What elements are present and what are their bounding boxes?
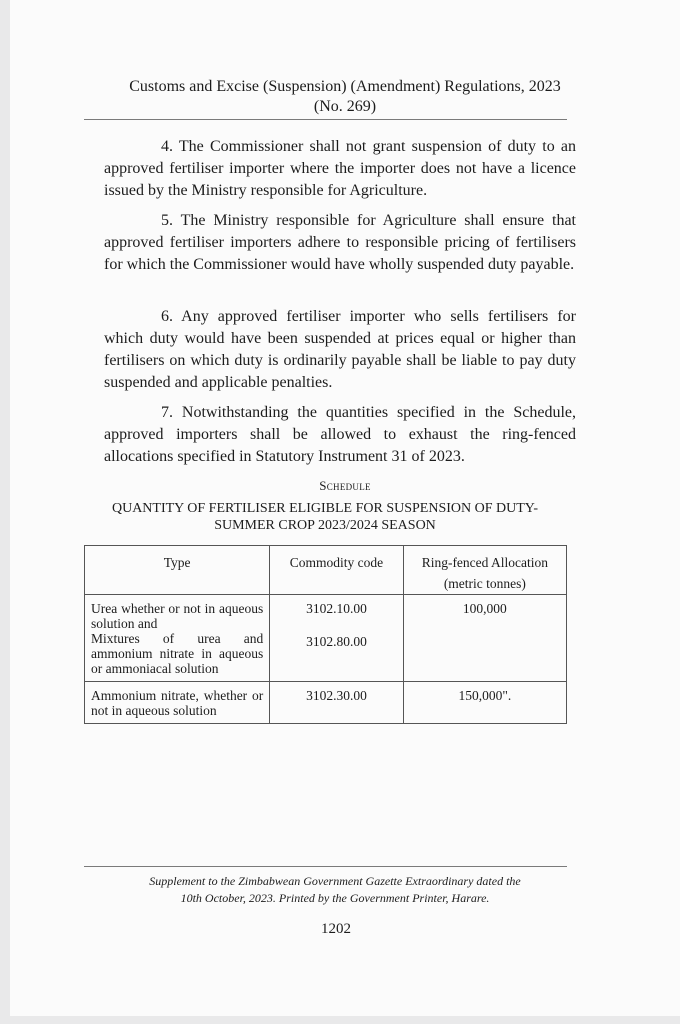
table-header-row xyxy=(85,546,567,595)
gazette-footer xyxy=(10,873,660,907)
column-header-commodity-code: Commodity code xyxy=(270,546,404,595)
schedule-title-line2: SUMMER CROP 2023/2024 SEASON xyxy=(214,518,436,533)
schedule-title xyxy=(10,500,640,534)
type-cell xyxy=(85,595,270,682)
section-5-text: 5. The Ministry responsible for Agriculture shall ensure that approved fertiliser importers adhere to responsible pricing of fertilisers for which the Commissioner would have wholly suspended duty payable. xyxy=(104,212,576,273)
section-4-text: 4. The Commissioner shall not grant suspension of duty to an approved fertiliser importer where the importer does not have a licence issued by the Ministry responsible for Agriculture. xyxy=(104,138,576,199)
commodity-code-cell xyxy=(270,595,404,682)
commodity-code-cell: 3102.30.00 xyxy=(270,682,404,724)
schedule-title-line1: QUANTITY OF FERTILISER ELIGIBLE FOR SUSPENSION OF DUTY- xyxy=(111,501,539,516)
running-header-title: Customs and Excise (Suspension) (Amendment) Regulations, 2023 xyxy=(129,78,561,95)
section-7 xyxy=(104,402,576,468)
allocation-header-line2: (metric tonnes) xyxy=(443,576,526,591)
footer-rule xyxy=(84,866,567,867)
section-6-text: 6. Any approved fertiliser importer who sells fertilisers for which duty would have been suspended at prices equal or higher than fertilisers on which duty is ordinarily payable shall be liable to pay duty suspended and applicable penalties. xyxy=(104,308,576,391)
footer-line1: Supplement to the Zimbabwean Government Gazette Extraordinary dated the xyxy=(149,874,521,888)
table-row xyxy=(85,682,567,724)
allocation-header-line1: Ring-fenced Allocation xyxy=(421,555,549,570)
schedule-label: Schedule xyxy=(319,478,371,493)
type-urea: Urea whether or not in aqueous solution and xyxy=(91,601,264,631)
table-row xyxy=(85,595,567,682)
commodity-code-mixture: 3102.80.00 xyxy=(306,634,367,649)
running-header-number: (No. 269) xyxy=(313,98,377,115)
footer-line2: 10th October, 2023. Printed by the Government Printer, Harare. xyxy=(180,891,490,905)
page-number: 1202 xyxy=(321,921,351,937)
header-rule xyxy=(84,119,567,120)
column-header-type: Type xyxy=(85,546,270,595)
type-urea-ammonium-mixture: Mixtures of urea and ammonium nitrate in aqueous or ammoniacal solution xyxy=(91,631,264,676)
column-header-allocation xyxy=(403,546,566,595)
section-5 xyxy=(104,210,576,276)
document-page xyxy=(10,0,680,1016)
section-7-text: 7. Notwithstanding the quantities specified in the Schedule, approved importers shall be allowed to exhaust the ring-fenced allocations specified in Statutory Instrument 31 of 2023. xyxy=(104,404,576,465)
type-cell: Ammonium nitrate, whether or not in aqueous solution xyxy=(85,682,270,724)
section-4 xyxy=(104,136,576,202)
fertiliser-schedule-table xyxy=(84,545,567,724)
allocation-cell: 150,000". xyxy=(403,682,566,724)
allocation-cell: 100,000 xyxy=(403,595,566,682)
section-6 xyxy=(104,306,576,394)
commodity-code-urea: 3102.10.00 xyxy=(306,601,367,616)
